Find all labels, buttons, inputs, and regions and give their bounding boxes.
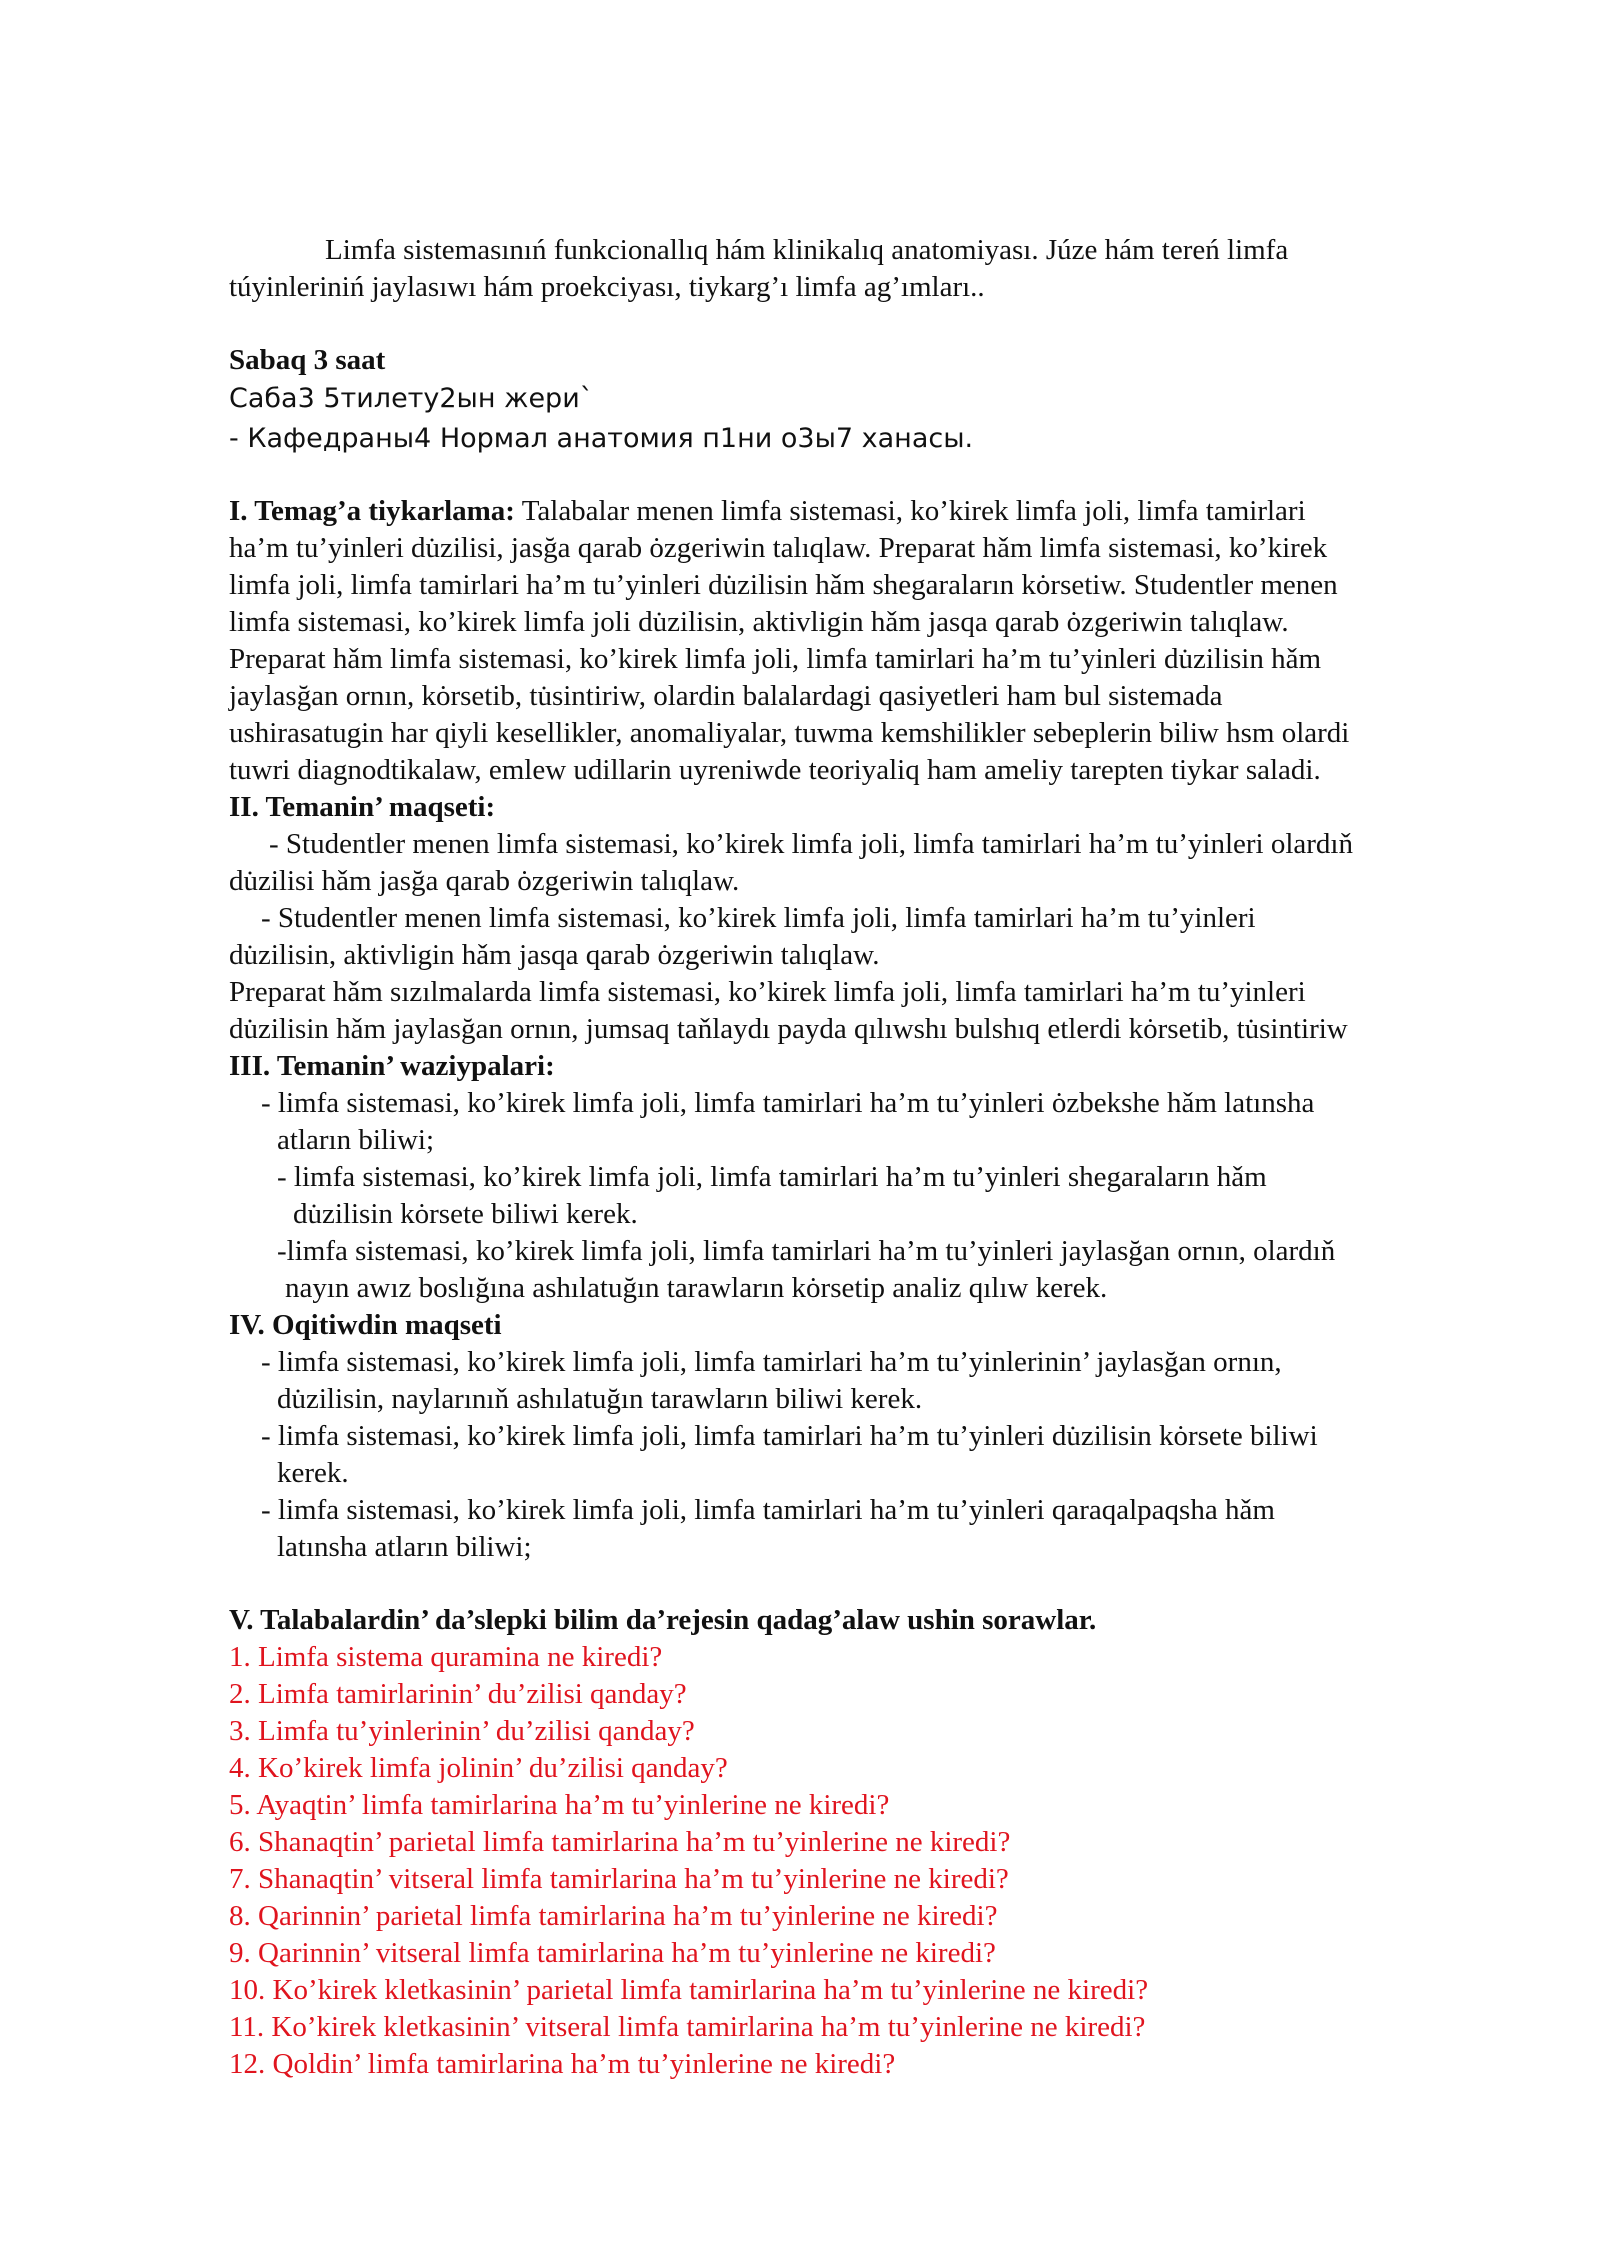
question-item: 9. Qarinnin’ vitseral limfa tamirlarina ha’m tu’yinlerine ne kiredi? — [229, 1937, 996, 1969]
document-page — [229, 232, 1519, 2083]
section-heading: II. Temanin’ maqseti: — [229, 791, 496, 823]
question-item: 7. Shanaqtin’ vitseral limfa tamirlarina ha’m tu’yinlerine ne kiredi? — [229, 1863, 1009, 1895]
section-line: Preparat hǎm sızılmalarda limfa sistemasi, ko’kirek limfa joli, limfa tamirlari ha’m tu’yinleri — [229, 976, 1306, 1008]
lesson-place: Саба3 5тилету2ын жери` — [229, 383, 594, 414]
spacer — [229, 459, 1519, 493]
section-line: du̇zilisin, naylarınıň ashılatuğın tarawların biliwi kerek. — [277, 1383, 923, 1415]
question-item: 6. Shanaqtin’ parietal limfa tamirlarina ha’m tu’yinlerine ne kiredi? — [229, 1826, 1011, 1858]
question-item: 4. Ko’kirek limfa jolinin’ du’zilisi qanday? — [229, 1752, 728, 1784]
section-line: du̇zilisi hǎm jasğa qarab ȯzgeriwin talıqlaw. — [229, 865, 740, 897]
section-line: limfa joli, limfa tamirlari ha’m tu’yinleri du̇zilisin hǎm shegaraların kȯrsetiw. Studentler menen — [229, 569, 1338, 601]
section-line: - limfa sistemasi, ko’kirek limfa joli, limfa tamirlari ha’m tu’yinlerinin’ jaylasğan ornın, — [261, 1346, 1282, 1378]
section-text: Talabalar menen limfa sistemasi, ko’kirek limfa joli, limfa tamirlari — [514, 495, 1306, 527]
section-line: - limfa sistemasi, ko’kirek limfa joli, limfa tamirlari ha’m tu’yinleri shegaraların hǎm — [277, 1161, 1267, 1193]
title-line: túyinleriniń jaylasıwı hám proekciyası, tiykarg’ı limfa ag’ımları.. — [229, 271, 985, 303]
lesson-hours: Sabaq 3 saat — [229, 344, 386, 376]
section-goal — [229, 789, 1519, 1048]
question-item: 8. Qarinnin’ parietal limfa tamirlarina ha’m tu’yinlerine ne kiredi? — [229, 1900, 998, 1932]
section-line: - limfa sistemasi, ko’kirek limfa joli, limfa tamirlari ha’m tu’yinleri ȯzbekshe hǎm latınsha — [261, 1087, 1315, 1119]
lesson-department: - Кафедраны4 Нормал анатомия п1ни о3ы7 ханасы. — [229, 423, 974, 454]
section-line: - Studentler menen limfa sistemasi, ko’kirek limfa joli, limfa tamirlari ha’m tu’yinleri olardıň — [269, 828, 1353, 860]
question-item: 3. Limfa tu’yinlerinin’ du’zilisi qanday? — [229, 1715, 695, 1747]
section-tasks — [229, 1048, 1519, 1307]
spacer — [229, 1566, 1519, 1602]
section-line: tuwri diagnodtikalaw, emlew udillarin uyreniwde teoriyaliq ham ameliy tarepten tiykar saladi. — [229, 754, 1321, 786]
section-line: - limfa sistemasi, ko’kirek limfa joli, limfa tamirlari ha’m tu’yinleri du̇zilisin kȯrsete biliwi — [261, 1420, 1318, 1452]
section-line: - Studentler menen limfa sistemasi, ko’kirek limfa joli, limfa tamirlari ha’m tu’yinleri — [261, 902, 1256, 934]
section-line: du̇zilisin hǎm jaylasğan ornın, jumsaq taňlaydı payda qılıwshı bulshıq etlerdi kȯrsetib, tu̇sintiriw — [229, 1013, 1348, 1045]
spacer — [229, 306, 1519, 342]
question-item: 1. Limfa sistema quramina ne kiredi? — [229, 1641, 663, 1673]
section-line: ushirasatugin har qiyli kesellikler, anomaliyalar, tuwma kemshilikler sebeplerin biliw hsm olardi — [229, 717, 1350, 749]
section-line: latınsha atların biliwi; — [277, 1531, 532, 1563]
section-line: atların biliwi; — [277, 1124, 435, 1156]
question-item: 11. Ko’kirek kletkasinin’ vitseral limfa tamirlarina ha’m tu’yinlerine ne kiredi? — [229, 2011, 1146, 2043]
section-line: -limfa sistemasi, ko’kirek limfa joli, limfa tamirlari ha’m tu’yinleri jaylasğan ornın, olardıň — [277, 1235, 1336, 1267]
section-line: du̇zilisin, aktivligin hǎm jasqa qarab ȯzgeriwin talıqlaw. — [229, 939, 880, 971]
question-item: 10. Ko’kirek kletkasinin’ parietal limfa tamirlarina ha’m tu’yinlerine ne kiredi? — [229, 1974, 1149, 2006]
section-line: limfa sistemasi, ko’kirek limfa joli du̇zilisin, aktivligin hǎm jasqa qarab ȯzgeriwin talıqlaw. — [229, 606, 1289, 638]
section-heading: IV. Oqitiwdin maqseti — [229, 1309, 502, 1341]
section-line: - limfa sistemasi, ko’kirek limfa joli, limfa tamirlari ha’m tu’yinleri qaraqalpaqsha hǎm — [261, 1494, 1275, 1526]
section-line: du̇zilisin kȯrsete biliwi kerek. — [293, 1198, 638, 1230]
section-questions — [229, 1602, 1519, 2083]
section-rationale — [229, 493, 1519, 789]
question-item: 5. Ayaqtin’ limfa tamirlarina ha’m tu’yinlerine ne kiredi? — [229, 1789, 890, 1821]
section-heading: III. Temanin’ waziypalari: — [229, 1050, 555, 1082]
lesson-info — [229, 342, 1519, 459]
section-line: ha’m tu’yinleri du̇zilisi, jasğa qarab ȯzgeriwin talıqlaw. Preparat hǎm limfa sistemasi, ko’kirek — [229, 532, 1328, 564]
section-line: kerek. — [277, 1457, 349, 1489]
section-first-line — [229, 493, 1519, 530]
section-line: Preparat hǎm limfa sistemasi, ko’kirek limfa joli, limfa tamirlari ha’m tu’yinleri du̇zilisin hǎm — [229, 643, 1322, 675]
section-heading: V. Talabalardin’ da’slepki bilim da’rejesin qadag’alaw ushin sorawlar. — [229, 1604, 1097, 1636]
question-item: 12. Qoldin’ limfa tamirlarina ha’m tu’yinlerine ne kiredi? — [229, 2048, 896, 2080]
section-heading: I. Temag’a tiykarlama: — [229, 495, 515, 527]
section-teaching-goal — [229, 1307, 1519, 1566]
section-line: nayın awız boslığına ashılatuğın tarawların kȯrsetip analiz qılıw kerek. — [285, 1272, 1108, 1304]
title-line: Limfa sistemasınıń funkcionallıq hám klinikalıq anatomiyası. Júze hám tereń limfa — [325, 234, 1289, 266]
question-item: 2. Limfa tamirlarinin’ du’zilisi qanday? — [229, 1678, 687, 1710]
document-title — [229, 232, 1519, 306]
section-line: jaylasğan ornın, kȯrsetib, tu̇sintiriw, olardin balalardagi qasiyetleri ham bul sistemada — [229, 680, 1223, 712]
